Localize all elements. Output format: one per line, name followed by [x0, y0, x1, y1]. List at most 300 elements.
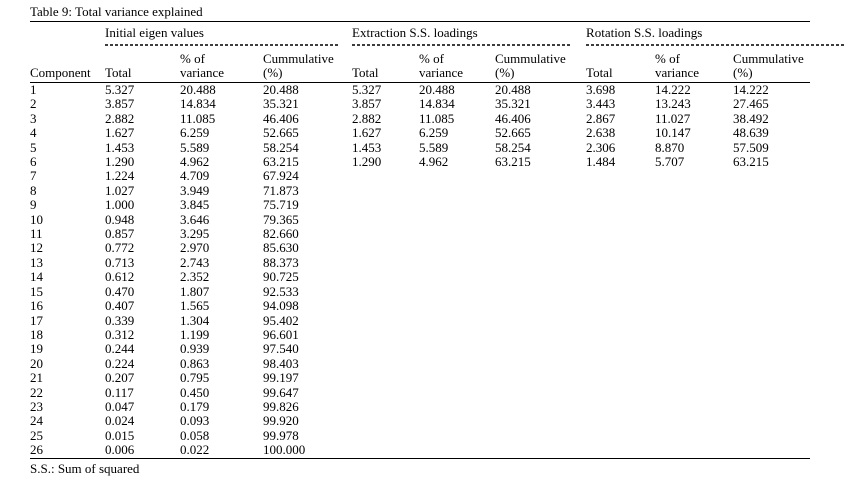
- value-cell: [733, 314, 810, 328]
- component-cell: 18: [30, 327, 43, 342]
- header-line: variance: [180, 65, 225, 80]
- value-cell: 99.647: [263, 385, 299, 400]
- value-cell: [733, 227, 810, 241]
- group-header-row: [30, 22, 810, 48]
- value-cell: [352, 198, 419, 212]
- value-cell: 0.407: [105, 299, 135, 314]
- value-cell: 27.465: [733, 97, 769, 112]
- value-cell: [733, 429, 810, 443]
- value-cell: [655, 270, 733, 284]
- value-cell: [733, 371, 810, 385]
- value-cell: [586, 198, 655, 212]
- value-cell: [352, 429, 419, 443]
- value-cell: 2.867: [586, 111, 616, 126]
- value-cell: 14.834: [180, 97, 216, 112]
- table-row: [30, 169, 810, 183]
- value-cell: 5.589: [419, 140, 449, 155]
- value-cell: [495, 285, 586, 299]
- value-cell: 82.660: [263, 227, 299, 242]
- value-cell: 0.179: [180, 399, 210, 414]
- value-cell: [352, 299, 419, 313]
- value-cell: 2.970: [180, 241, 210, 256]
- value-cell: [352, 443, 419, 458]
- value-cell: 3.443: [586, 97, 616, 112]
- value-cell: [733, 169, 810, 183]
- value-cell: 20.488: [263, 82, 299, 97]
- column-header-component: Component: [30, 48, 105, 83]
- value-cell: [352, 371, 419, 385]
- value-cell: 90.725: [263, 270, 299, 285]
- header-line: (%): [495, 65, 515, 80]
- value-cell: [586, 357, 655, 371]
- footnote: S.S.: Sum of squared: [30, 460, 140, 476]
- value-cell: [495, 198, 586, 212]
- value-cell: 11.027: [655, 111, 691, 126]
- dashed-rule: [105, 44, 340, 46]
- value-cell: [733, 357, 810, 371]
- value-cell: [419, 414, 495, 428]
- value-cell: [655, 184, 733, 198]
- value-cell: [655, 285, 733, 299]
- value-cell: [495, 443, 586, 458]
- value-cell: [352, 270, 419, 284]
- value-cell: 3.646: [180, 212, 210, 227]
- group-header-rotation: [586, 22, 810, 48]
- value-cell: [495, 371, 586, 385]
- value-cell: 2.882: [352, 111, 382, 126]
- value-cell: [655, 400, 733, 414]
- value-cell: [586, 299, 655, 313]
- value-cell: 13.243: [655, 97, 691, 112]
- value-cell: 48.639: [733, 126, 769, 141]
- value-cell: [586, 241, 655, 255]
- value-cell: [586, 371, 655, 385]
- value-cell: 2.743: [180, 255, 210, 270]
- table-row: [30, 342, 810, 356]
- table-row: [30, 429, 810, 443]
- value-cell: 3.857: [352, 97, 382, 112]
- table-row: [30, 112, 810, 126]
- value-cell: 5.707: [655, 155, 685, 170]
- header-line: variance: [419, 65, 464, 80]
- value-cell: [419, 241, 495, 255]
- value-cell: [733, 198, 810, 212]
- value-cell: [733, 443, 810, 458]
- value-cell: [419, 227, 495, 241]
- value-cell: [495, 429, 586, 443]
- table-row: [30, 97, 810, 111]
- value-cell: [352, 241, 419, 255]
- value-cell: [352, 400, 419, 414]
- value-cell: 0.470: [105, 284, 135, 299]
- value-cell: [586, 314, 655, 328]
- value-cell: 0.117: [105, 385, 134, 400]
- value-cell: [586, 328, 655, 342]
- table-row: [30, 256, 810, 270]
- value-cell: [655, 241, 733, 255]
- value-cell: 0.047: [105, 399, 135, 414]
- component-cell: 5: [30, 140, 37, 155]
- component-cell: 13: [30, 255, 43, 270]
- value-cell: 98.403: [263, 356, 299, 371]
- table-row: [30, 198, 810, 212]
- value-cell: [419, 357, 495, 371]
- component-cell: 23: [30, 399, 43, 414]
- value-cell: 0.006: [105, 443, 135, 458]
- value-cell: 1.453: [352, 140, 382, 155]
- value-cell: 1.027: [105, 183, 135, 198]
- header-line: % of: [655, 51, 680, 66]
- value-cell: 63.215: [263, 155, 299, 170]
- value-cell: 94.098: [263, 299, 299, 314]
- value-cell: [655, 414, 733, 428]
- group-label-extraction: Extraction S.S. loadings: [352, 25, 478, 40]
- value-cell: 0.244: [105, 342, 135, 357]
- table-row: [30, 386, 810, 400]
- value-cell: [495, 386, 586, 400]
- value-cell: 0.093: [180, 414, 210, 429]
- value-cell: 0.450: [180, 385, 210, 400]
- column-header-extraction-cumulative: [495, 48, 586, 83]
- table-row: [30, 314, 810, 328]
- value-cell: 1.304: [180, 313, 210, 328]
- value-cell: 1.199: [180, 327, 210, 342]
- value-cell: [419, 256, 495, 270]
- value-cell: 0.224: [105, 356, 135, 371]
- value-cell: 3.698: [586, 82, 616, 97]
- column-header-extraction-total: Total: [352, 48, 419, 83]
- value-cell: 10.147: [655, 126, 691, 141]
- table-row: [30, 83, 810, 98]
- value-cell: [495, 314, 586, 328]
- value-cell: 3.949: [180, 183, 210, 198]
- value-cell: [655, 213, 733, 227]
- value-cell: [495, 256, 586, 270]
- value-cell: 6.259: [180, 126, 210, 141]
- value-cell: [586, 169, 655, 183]
- value-cell: [495, 270, 586, 284]
- table-row: [30, 357, 810, 371]
- component-cell: 25: [30, 428, 43, 443]
- value-cell: [419, 299, 495, 313]
- table-row: [30, 141, 810, 155]
- value-cell: 2.882: [105, 111, 135, 126]
- value-cell: [655, 386, 733, 400]
- value-cell: [733, 386, 810, 400]
- value-cell: [352, 227, 419, 241]
- value-cell: [419, 184, 495, 198]
- component-cell: 10: [30, 212, 43, 227]
- value-cell: 3.295: [180, 227, 210, 242]
- value-cell: 1.627: [352, 126, 382, 141]
- value-cell: [655, 198, 733, 212]
- value-cell: 95.402: [263, 313, 299, 328]
- header-line: Cummulative: [263, 51, 334, 66]
- value-cell: [586, 213, 655, 227]
- value-cell: 1.290: [352, 155, 382, 170]
- header-line: (%): [733, 65, 753, 80]
- value-cell: [419, 314, 495, 328]
- value-cell: 100.000: [263, 443, 306, 458]
- value-cell: [586, 429, 655, 443]
- value-cell: [419, 270, 495, 284]
- value-cell: 99.920: [263, 414, 299, 429]
- value-cell: [419, 386, 495, 400]
- value-cell: [733, 414, 810, 428]
- value-cell: [495, 342, 586, 356]
- component-cell: 2: [30, 97, 37, 112]
- value-cell: 14.222: [733, 82, 769, 97]
- value-cell: 11.085: [419, 111, 455, 126]
- value-cell: 99.826: [263, 399, 299, 414]
- value-cell: 35.321: [263, 97, 299, 112]
- value-cell: 4.709: [180, 169, 210, 184]
- value-cell: 52.665: [495, 126, 531, 141]
- value-cell: [655, 256, 733, 270]
- value-cell: 97.540: [263, 342, 299, 357]
- value-cell: 6.259: [419, 126, 449, 141]
- value-cell: [733, 270, 810, 284]
- value-cell: 75.719: [263, 198, 299, 213]
- value-cell: [733, 400, 810, 414]
- value-cell: 67.924: [263, 169, 299, 184]
- table-row: [30, 285, 810, 299]
- value-cell: [655, 342, 733, 356]
- header-line: % of: [419, 51, 444, 66]
- table-row: [30, 241, 810, 255]
- column-header-rotation-pct-variance: [655, 48, 733, 83]
- value-cell: [419, 429, 495, 443]
- component-cell: 20: [30, 356, 43, 371]
- value-cell: 0.948: [105, 212, 135, 227]
- value-cell: [655, 357, 733, 371]
- value-cell: 1.627: [105, 126, 135, 141]
- value-cell: 58.254: [495, 140, 531, 155]
- value-cell: [352, 314, 419, 328]
- value-cell: [655, 169, 733, 183]
- value-cell: [586, 386, 655, 400]
- component-cell: 26: [30, 443, 43, 458]
- component-cell: 21: [30, 371, 43, 386]
- table-body: [30, 83, 810, 459]
- value-cell: 0.207: [105, 371, 135, 386]
- value-cell: 0.857: [105, 227, 135, 242]
- value-cell: 20.488: [495, 82, 531, 97]
- value-cell: [586, 400, 655, 414]
- value-cell: 11.085: [180, 111, 216, 126]
- value-cell: 5.327: [105, 82, 135, 97]
- value-cell: [419, 169, 495, 183]
- value-cell: 1.807: [180, 284, 210, 299]
- value-cell: 0.058: [180, 428, 210, 443]
- value-cell: 1.453: [105, 140, 135, 155]
- value-cell: 0.015: [105, 428, 135, 443]
- value-cell: 1.224: [105, 169, 135, 184]
- component-cell: 4: [30, 126, 37, 141]
- value-cell: [733, 256, 810, 270]
- header-line: (%): [263, 65, 283, 80]
- value-cell: 14.222: [655, 82, 691, 97]
- component-cell: 1: [30, 82, 37, 97]
- value-cell: 0.939: [180, 342, 210, 357]
- table-row: [30, 184, 810, 198]
- value-cell: [419, 328, 495, 342]
- value-cell: 52.665: [263, 126, 299, 141]
- table-row: [30, 213, 810, 227]
- value-cell: 3.857: [105, 97, 135, 112]
- value-cell: [495, 400, 586, 414]
- table-row: [30, 443, 810, 458]
- component-cell: 15: [30, 284, 43, 299]
- header-line: Cummulative: [733, 51, 804, 66]
- value-cell: 0.024: [105, 414, 135, 429]
- table-row: [30, 299, 810, 313]
- value-cell: [352, 285, 419, 299]
- table-title: Table 9: Total variance explained: [30, 4, 810, 22]
- value-cell: 3.845: [180, 198, 210, 213]
- value-cell: [586, 342, 655, 356]
- value-cell: [733, 342, 810, 356]
- sub-header-row: [30, 48, 810, 83]
- value-cell: 2.638: [586, 126, 616, 141]
- value-cell: 57.509: [733, 140, 769, 155]
- value-cell: [419, 342, 495, 356]
- value-cell: [586, 227, 655, 241]
- component-cell: 7: [30, 169, 37, 184]
- value-cell: [419, 400, 495, 414]
- value-cell: 71.873: [263, 183, 299, 198]
- table-row: [30, 371, 810, 385]
- value-cell: [655, 299, 733, 313]
- value-cell: 0.863: [180, 356, 210, 371]
- column-header-extraction-pct-variance: [419, 48, 495, 83]
- component-cell: 19: [30, 342, 43, 357]
- column-header-initial-cumulative: [263, 48, 352, 83]
- value-cell: [495, 184, 586, 198]
- value-cell: [586, 270, 655, 284]
- value-cell: 46.406: [495, 111, 531, 126]
- value-cell: 58.254: [263, 140, 299, 155]
- value-cell: [733, 184, 810, 198]
- variance-table: [30, 22, 810, 459]
- group-label-initial: Initial eigen values: [105, 25, 204, 40]
- value-cell: [495, 328, 586, 342]
- value-cell: [733, 328, 810, 342]
- value-cell: [495, 414, 586, 428]
- column-header-rotation-cumulative: [733, 48, 810, 83]
- value-cell: [655, 371, 733, 385]
- value-cell: [495, 241, 586, 255]
- table-row: [30, 400, 810, 414]
- value-cell: [586, 184, 655, 198]
- component-cell: 9: [30, 198, 37, 213]
- value-cell: [419, 443, 495, 458]
- value-cell: [495, 213, 586, 227]
- value-cell: [352, 328, 419, 342]
- component-cell: 11: [30, 227, 43, 242]
- component-cell: 6: [30, 155, 37, 170]
- value-cell: 20.488: [419, 82, 455, 97]
- value-cell: 63.215: [733, 155, 769, 170]
- group-header-extraction: [352, 22, 586, 48]
- value-cell: 20.488: [180, 82, 216, 97]
- value-cell: 0.612: [105, 270, 135, 285]
- value-cell: [352, 169, 419, 183]
- value-cell: [419, 371, 495, 385]
- value-cell: [495, 169, 586, 183]
- value-cell: 2.352: [180, 270, 210, 285]
- value-cell: [419, 213, 495, 227]
- header-line: variance: [655, 65, 700, 80]
- value-cell: 0.339: [105, 313, 135, 328]
- value-cell: 79.365: [263, 212, 299, 227]
- value-cell: 0.772: [105, 241, 135, 256]
- value-cell: 1.484: [586, 155, 616, 170]
- component-cell: 3: [30, 111, 37, 126]
- value-cell: 38.492: [733, 111, 769, 126]
- table-row: [30, 414, 810, 428]
- column-header-initial-total: Total: [105, 48, 180, 83]
- value-cell: 5.589: [180, 140, 210, 155]
- value-cell: 35.321: [495, 97, 531, 112]
- value-cell: 0.022: [180, 443, 210, 458]
- value-cell: 0.795: [180, 371, 210, 386]
- value-cell: 8.870: [655, 140, 685, 155]
- value-cell: [352, 184, 419, 198]
- value-cell: [586, 285, 655, 299]
- column-header-initial-pct-variance: [180, 48, 263, 83]
- value-cell: 85.630: [263, 241, 299, 256]
- component-cell: 17: [30, 313, 43, 328]
- value-cell: 0.312: [105, 327, 135, 342]
- value-cell: [495, 299, 586, 313]
- value-cell: [352, 414, 419, 428]
- value-cell: 0.713: [105, 255, 135, 270]
- value-cell: 4.962: [180, 155, 210, 170]
- value-cell: [352, 256, 419, 270]
- component-cell: 22: [30, 385, 43, 400]
- value-cell: [655, 328, 733, 342]
- value-cell: [655, 429, 733, 443]
- value-cell: [733, 213, 810, 227]
- component-cell: 8: [30, 183, 37, 198]
- table-row: [30, 227, 810, 241]
- value-cell: 46.406: [263, 111, 299, 126]
- value-cell: [419, 198, 495, 212]
- value-cell: [352, 386, 419, 400]
- value-cell: [733, 285, 810, 299]
- value-cell: 14.834: [419, 97, 455, 112]
- value-cell: 96.601: [263, 327, 299, 342]
- table-row: [30, 126, 810, 140]
- value-cell: [586, 414, 655, 428]
- value-cell: [352, 357, 419, 371]
- group-header-initial: [105, 22, 352, 48]
- dashed-rule: [586, 44, 845, 46]
- value-cell: 92.533: [263, 284, 299, 299]
- column-header-rotation-total: Total: [586, 48, 655, 83]
- value-cell: 99.197: [263, 371, 299, 386]
- value-cell: 1.000: [105, 198, 135, 213]
- group-label-rotation: Rotation S.S. loadings: [586, 25, 703, 40]
- value-cell: [352, 342, 419, 356]
- value-cell: [655, 314, 733, 328]
- value-cell: 5.327: [352, 82, 382, 97]
- component-cell: 24: [30, 414, 43, 429]
- corner-cell: [30, 22, 105, 48]
- value-cell: 4.962: [419, 155, 449, 170]
- value-cell: [495, 227, 586, 241]
